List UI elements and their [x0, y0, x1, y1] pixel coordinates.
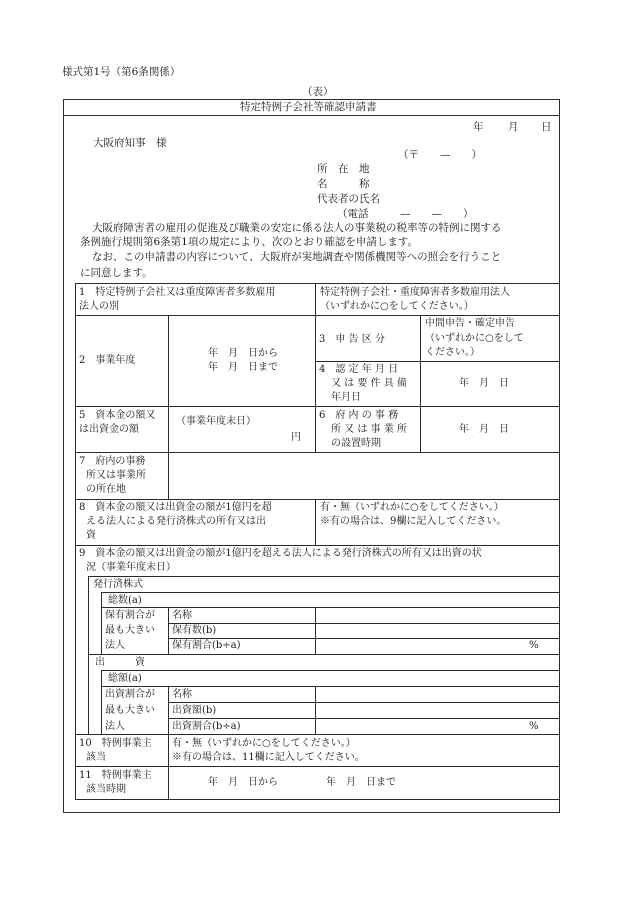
r5-label-1: 5 資本金の額又 — [79, 410, 156, 421]
row-rule — [75, 766, 560, 767]
r1-value-2: （いずれかに○をしてください。） — [320, 301, 474, 312]
table-bottom-rule — [75, 799, 560, 800]
r2-label: 2 事業年度 — [79, 355, 136, 366]
row-rule — [101, 592, 560, 593]
body-line-1: 大阪府障害者の雇用の促進及び職業の安定に係る法人の事業税の税率等の特例に関する — [92, 222, 502, 234]
date-month: 月 — [508, 121, 519, 133]
table-top-rule — [75, 283, 560, 284]
r3-value-1[interactable]: 中間申告・確定申告 — [425, 318, 515, 329]
row-rule — [168, 702, 560, 703]
name-label: 名 称 — [317, 178, 370, 190]
r6-label-1: 6 府 内 の 事 務 — [319, 410, 399, 421]
r7-label-3: の所在地 — [86, 484, 126, 495]
row-rule — [88, 654, 560, 655]
row-rule — [168, 718, 560, 719]
r2-to[interactable]: 年 月 日まで — [208, 362, 278, 373]
col-rule — [101, 592, 102, 654]
row-rule — [75, 315, 560, 316]
r3-value-2: （いずれかに○をして — [425, 333, 524, 344]
row-rule — [88, 576, 560, 577]
phone: （電話 — — ） — [337, 208, 474, 220]
row-rule — [101, 607, 560, 608]
r1-label-1: 1 特定特例子会社又は重度障害者多数雇用 — [79, 287, 276, 298]
date-day: 日 — [541, 121, 552, 133]
row-rule — [315, 361, 560, 362]
r10-value-1[interactable]: 有・無（いずれかに○をしてください。） — [172, 738, 356, 749]
col-rule — [315, 686, 316, 734]
invest-name: 名称 — [172, 689, 192, 700]
stock-name: 名称 — [172, 610, 192, 621]
r11-from[interactable]: 年 月 日から — [208, 777, 278, 788]
r10-value-2: ※有の場合は、11欄に記入してください。 — [172, 752, 365, 763]
r3-value-3: ください。） — [425, 347, 480, 358]
r8-label-1: 8 資本金の額又は出資金の額が1億円を超 — [79, 502, 272, 513]
col-rule — [168, 607, 169, 654]
r8-label-3: 資 — [86, 530, 96, 541]
col-rule — [101, 670, 102, 734]
invest-total: 総額(a) — [108, 673, 142, 684]
col-rule — [88, 576, 89, 734]
r8-label-2: える法人による発行済株式の所有又は出 — [86, 516, 266, 527]
r11-label-2: 該当時期 — [86, 784, 126, 795]
r3-label: 3 申 告 区 分 — [319, 334, 385, 345]
date-year: 年 — [473, 121, 484, 133]
row-rule — [75, 545, 560, 546]
r11-label-1: 11 特例事業主 — [79, 770, 152, 781]
r2-from[interactable]: 年 月 日から — [208, 348, 278, 359]
r4-value[interactable]: 年 月 日 — [459, 378, 509, 389]
stock-heading: 発行済株式 — [93, 579, 143, 590]
r11-to[interactable]: 年 月 日まで — [326, 777, 396, 788]
col-rule — [420, 315, 421, 452]
col-rule — [315, 607, 316, 654]
col-rule — [168, 734, 169, 799]
form-number: 様式第1号（第6条関係） — [62, 66, 181, 78]
row-rule — [75, 452, 560, 453]
r5-label-2: は出資金の額 — [79, 424, 139, 435]
r10-label-2: 該当 — [86, 752, 106, 763]
col-rule — [315, 315, 316, 452]
col-rule — [168, 686, 169, 734]
r4-label-3: 年月日 — [331, 392, 361, 403]
row-rule — [75, 406, 560, 407]
r8-value-1[interactable]: 有・無（いずれかに○をしてください。） — [320, 502, 504, 513]
stock-holder-1: 保有割合が — [105, 610, 155, 621]
r6-label-3: の設置時期 — [331, 438, 381, 449]
stock-pct: % — [529, 640, 539, 651]
invest-holder-1: 出資割合が — [105, 689, 155, 700]
body-line-2: 条例施行規則第6条第1項の規定により、次のとおり確認を申請します。 — [80, 236, 419, 248]
invest-heading: 出 資 — [95, 657, 145, 668]
col-rule — [315, 283, 316, 315]
stock-total: 総数(a) — [108, 595, 142, 606]
postal-code: （〒 — ） — [398, 149, 482, 161]
r6-value[interactable]: 年 月 日 — [459, 424, 509, 435]
body-line-4: に同意します。 — [80, 267, 153, 279]
invest-holder-3: 法人 — [105, 721, 125, 732]
row-rule — [101, 686, 560, 687]
row-rule — [168, 623, 560, 624]
invest-amount: 出資額(b) — [172, 705, 217, 716]
r7-label-1: 7 府内の事務 — [79, 456, 146, 467]
col-rule — [168, 315, 169, 499]
stock-ratio: 保有割合(b÷a) — [172, 640, 241, 651]
table-left-rule — [75, 283, 76, 799]
title-rule — [63, 115, 560, 116]
row-rule — [75, 734, 560, 735]
stock-holder-3: 法人 — [105, 640, 125, 651]
invest-pct: % — [529, 721, 539, 732]
stock-holder-2: 最も大きい — [105, 625, 155, 636]
address-label: 所 在 地 — [317, 163, 370, 175]
r4-label-2: 又 は 要 件 具 備 — [331, 378, 407, 389]
r6-label-2: 所 又 は 事 業 所 — [331, 424, 407, 435]
row-rule — [101, 670, 560, 671]
addressee: 大阪府知事 様 — [93, 137, 167, 149]
invest-holder-2: 最も大きい — [105, 705, 155, 716]
invest-ratio: 出資割合(b÷a) — [172, 721, 241, 732]
r7-label-2: 所又は事業所 — [86, 470, 146, 481]
r4-label-1: 4 認 定 年 月 日 — [319, 364, 399, 375]
side-label: （表） — [302, 86, 334, 98]
col-rule — [315, 499, 316, 545]
r1-value-1[interactable]: 特定特例子会社・重度障害者多数雇用法人 — [320, 287, 510, 298]
stock-count: 保有数(b) — [172, 625, 217, 636]
r10-label-1: 10 特例事業主 — [79, 738, 152, 749]
r1-label-2: 法人の別 — [79, 301, 119, 312]
row-rule — [168, 638, 560, 639]
page-title: 特定特例子会社等確認申請書 — [240, 101, 377, 113]
r5-unit: 円 — [291, 432, 301, 443]
row-rule — [75, 499, 560, 500]
body-line-3: なお、この申請書の内容について、大阪府が実地調査や関係機関等への照会を行うこと — [92, 251, 502, 263]
r9-label-1: 9 資本金の額又は出資金の額が1億円を超える法人による発行済株式の所有又は出資の状 — [79, 548, 482, 559]
r5-note: （事業年度末日） — [176, 416, 256, 427]
r9-label-2: 況（事業年度末日） — [86, 562, 176, 573]
r8-value-2: ※有の場合は、9欄に記入してください。 — [320, 516, 507, 527]
representative-label: 代表者の氏名 — [317, 193, 380, 205]
